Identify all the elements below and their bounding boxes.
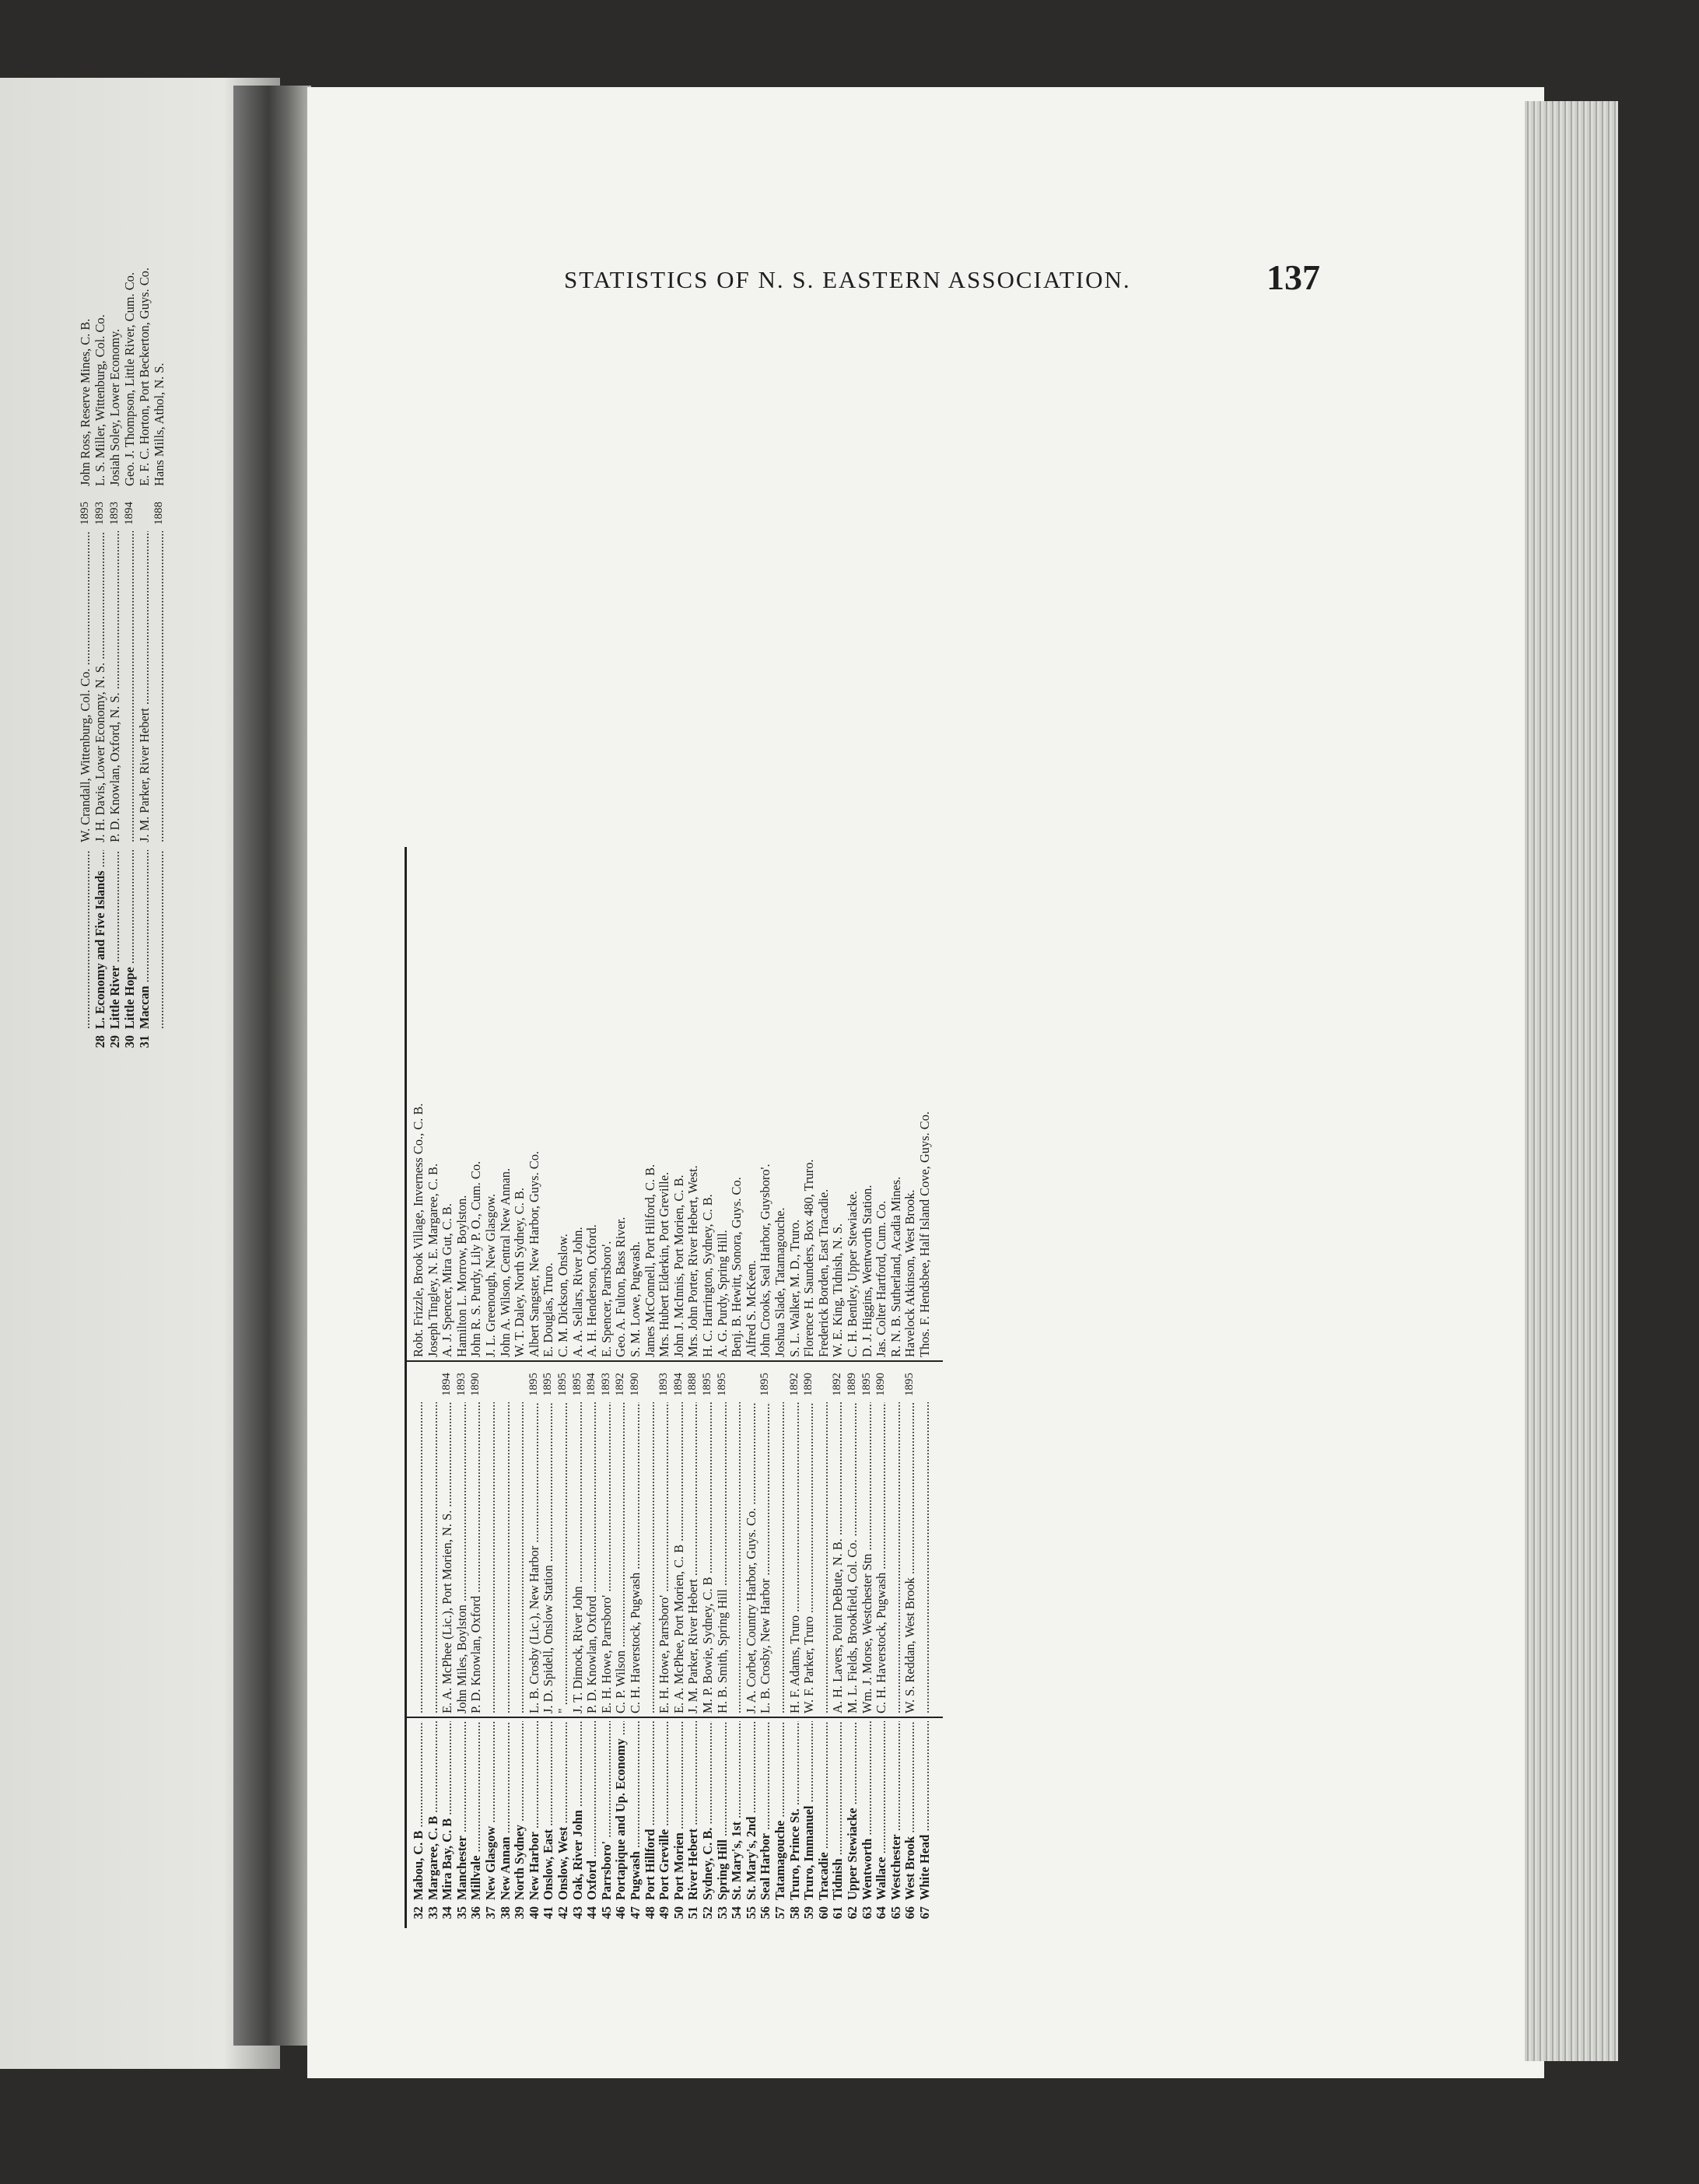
clerk-entry: John Crooks, Seal Harbor, Guysboro'. (758, 1164, 773, 1357)
settled-year: 1895 (701, 1373, 713, 1396)
table-row (744, 852, 758, 1925)
table-row (541, 852, 555, 1925)
church-number: 60 (815, 1906, 831, 1920)
facing-page-table (0, 268, 241, 1054)
church-name: L. Economy and Five Islands ..... (93, 850, 107, 1029)
church-number: 28 (93, 1035, 107, 1048)
church-number: 42 (555, 1906, 570, 1920)
pastor-entry: J. T. Dimock, River John ..... (570, 1402, 585, 1713)
settled-year: 1893 (599, 1373, 612, 1396)
clerk-entry: E. Spencer, Parrsboro'. (598, 1241, 614, 1357)
pastor-entry (729, 1402, 744, 1713)
pastor-entry (426, 1402, 440, 1713)
church-name: Maccan ..... (137, 850, 152, 1029)
church-number: 44 (584, 1906, 600, 1920)
clerk-entry: A. H. Henderson, Oxford. (584, 1224, 600, 1357)
pastor-entry: P. D. Knowlan, Oxford ..... (584, 1402, 599, 1713)
settled-year: 1895 (570, 1373, 583, 1396)
pastor-entry (512, 1402, 527, 1713)
church-number: 31 (137, 1035, 152, 1048)
church-name: Tidnish ..... (830, 1721, 845, 1900)
pastor-entry: E. A. McPhee (Lic.), Port Morien, N. S. ..... (440, 1402, 454, 1713)
church-number: 35 (454, 1906, 469, 1920)
church-name: West Brook ..... (902, 1721, 917, 1900)
table-row (122, 78, 137, 1054)
table-row (888, 852, 903, 1925)
table-row (599, 852, 614, 1925)
pastor-entry: C. H. Haverstock, Pugwash ..... (628, 1402, 643, 1713)
church-number: 38 (497, 1906, 513, 1920)
clerk-entry: Mrs. John Porter, River Hebert, West. (685, 1165, 701, 1357)
table-row (816, 852, 831, 1925)
table-row (801, 852, 816, 1925)
pastor-entry: P. D. Knowlan, Oxford, N. S. ..... (107, 531, 122, 842)
clerk-entry: Hans Mills, Athol, N. S. (152, 362, 166, 486)
pastor-entry (483, 1402, 498, 1713)
table-row (902, 852, 917, 1925)
church-number: 43 (569, 1906, 585, 1920)
pastor-entry: M. P. Bowie, Sydney, C. B ..... (700, 1402, 715, 1713)
clerk-entry: C. H. Bentley, Upper Stewiacke. (845, 1191, 860, 1357)
settled-year: 1890 (874, 1373, 888, 1396)
clerk-entry: Hamilton L. Morrow, Boylston. (454, 1195, 469, 1357)
church-name: St. Mary's, 2nd ..... (744, 1721, 758, 1900)
pastor-entry: A. H. Lavers, Point DeBute, N. B. ..... (830, 1402, 845, 1713)
book-gutter (233, 86, 311, 2046)
church-number: 36 (468, 1906, 484, 1920)
church-number: 29 (107, 1035, 122, 1048)
church-number: 56 (758, 1906, 773, 1920)
church-name: Little Hope ..... (122, 850, 137, 1029)
clerk-entry: Jas. Colter Hartford, Cum. Co. (874, 1200, 889, 1357)
church-number: 41 (541, 1906, 556, 1920)
clerk-entry: Robt. Frizzle, Brook Village, Inverness Co., C. B. (411, 1103, 426, 1357)
settled-year: 1895 (903, 1373, 916, 1396)
settled-year: 1893 (93, 502, 106, 525)
church-number: 48 (642, 1906, 657, 1920)
table-row (454, 852, 469, 1925)
pastor-entry: E. H. Howe, Parrsboro' ..... (657, 1402, 671, 1713)
table-row (152, 78, 166, 1054)
church-number: 51 (685, 1906, 701, 1920)
pastor-entry: J. A. Corbet, Country Harbor, Guys. Co. ..... (744, 1402, 758, 1713)
clerk-entry: E. Douglas, Truro. (541, 1262, 556, 1357)
settled-year: 1894 (440, 1373, 454, 1396)
table-row (628, 852, 643, 1925)
clerk-entry: W. E. King, Tidnish, N. S. (830, 1223, 846, 1357)
pastor-entry: E. A. McPhee, Port Morien, C. B ..... (671, 1402, 686, 1713)
church-name: Little River ..... (107, 850, 122, 1029)
church-name: Pugwash ..... (628, 1721, 643, 1900)
church-number: 52 (700, 1906, 715, 1920)
pastor-entry: L. B. Crosby (Lic.), New Harbor ..... (527, 1402, 541, 1713)
clerk-entry: L. S. Miller, Wittenburg, Col. Co. (93, 314, 107, 486)
settled-year: 1895 (541, 1373, 555, 1396)
settled-year: 1895 (715, 1373, 728, 1396)
table-row (584, 852, 599, 1925)
pastor-entry (122, 531, 137, 842)
pastor-entry (411, 1402, 426, 1713)
pastor-entry: W. Crandall, Wittenburg, Col. Co. ..... (78, 531, 93, 842)
church-number: 66 (902, 1906, 918, 1920)
table-row (643, 852, 657, 1925)
church-name: Upper Stewiacke ..... (845, 1721, 860, 1900)
church-name: Oak, River John ..... (570, 1721, 585, 1900)
settled-year: 1890 (802, 1373, 815, 1396)
table-row (787, 852, 802, 1925)
church-number: 58 (786, 1906, 802, 1920)
settled-year: 1890 (629, 1373, 641, 1396)
clerk-entry: S. L. Walker, M. D., Truro. (786, 1219, 802, 1357)
table-row (685, 852, 700, 1925)
church-number: 32 (411, 1906, 426, 1920)
pastor-entry: C. P. Wilson ..... (613, 1402, 628, 1713)
table-row (93, 78, 107, 1054)
table-row (483, 852, 498, 1925)
settled-year: 1892 (614, 1373, 627, 1396)
table-row (917, 852, 932, 1925)
church-number: 64 (874, 1906, 889, 1920)
clerk-entry: John R. S. Purdy, Lily P. O., Cum. Co. (468, 1160, 484, 1357)
church-number: 47 (628, 1906, 643, 1920)
clerk-entry: Mrs. Hubert Elderkin, Port Greville. (657, 1171, 672, 1357)
church-name: Spring Hill ..... (715, 1721, 730, 1900)
table-row (860, 852, 874, 1925)
pastor-entry: W. S. Reddan, West Brook ..... (902, 1402, 917, 1713)
table-row (845, 852, 860, 1925)
settled-year: 1895 (860, 1373, 873, 1396)
page-header: STATISTICS OF N. S. EASTERN ASSOCIATION. (564, 266, 1131, 293)
church-number: 45 (598, 1906, 614, 1920)
pastor-entry: W. F. Parker, Truro ..... (801, 1402, 816, 1713)
pastor-entry (772, 1402, 787, 1713)
church-name: White Head ..... (917, 1721, 932, 1900)
settled-year: 1893 (108, 502, 121, 525)
church-number: 62 (845, 1906, 860, 1920)
church-number: 50 (671, 1906, 686, 1920)
table-row (830, 852, 845, 1925)
pastor-entry (917, 1402, 932, 1713)
settled-year: 1895 (79, 502, 91, 525)
table-row (137, 78, 152, 1054)
church-number: 49 (657, 1906, 672, 1920)
settled-year: 1890 (469, 1373, 482, 1396)
pastor-entry: J. M. Parker, River Hebert ..... (137, 531, 152, 842)
church-number: 63 (859, 1906, 874, 1920)
clerk-entry: Thos. F. Hendsbee, Half Island Cove, Guys. Co. (917, 1111, 932, 1357)
church-name: Port Greville ..... (657, 1721, 671, 1900)
church-name (152, 850, 166, 1029)
table-row (758, 852, 772, 1925)
church-number: 55 (743, 1906, 758, 1920)
clerk-entry: D. J. Higgins, Wentworth Station. (859, 1185, 874, 1357)
settled-year: 1894 (123, 502, 135, 525)
pastor-entry: P. D. Knowlan, Oxford ..... (468, 1402, 483, 1713)
clerk-entry: James McConnell, Port Hilford, C. B. (642, 1164, 657, 1357)
clerk-entry: W. T. Daley, North Sydney, C. B. (512, 1188, 527, 1357)
table-row (527, 852, 541, 1925)
church-name: Oxford ..... (584, 1721, 599, 1900)
table-row (426, 852, 440, 1925)
clerk-entry: Benj. B. Hewitt, Sonora, Guys. Co. (729, 1177, 744, 1357)
clerk-entry: Frederick Borden, East Tracadie. (815, 1188, 831, 1357)
church-name: Port Hillford ..... (643, 1721, 657, 1900)
church-name: Truro, Prince St. ..... (787, 1721, 802, 1900)
table-row (468, 852, 483, 1925)
church-name: Seal Harbor ..... (758, 1721, 772, 1900)
church-number: 39 (512, 1906, 527, 1920)
table-row (555, 852, 570, 1925)
church-name: Parrsboro' ..... (599, 1721, 614, 1900)
pastor-entry (888, 1402, 903, 1713)
table-row (772, 852, 787, 1925)
church-name: New Annan ..... (498, 1721, 513, 1900)
pastor-entry: L. B. Crosby, New Harbor ..... (758, 1402, 772, 1713)
table-row (657, 852, 671, 1925)
church-name: Millvale ..... (468, 1721, 483, 1900)
church-name: New Glasgow ..... (483, 1721, 498, 1900)
church-number: 61 (830, 1906, 846, 1920)
pastor-entry (643, 1402, 657, 1713)
pastor-entry: " ..... (555, 1402, 570, 1713)
settled-year: 1894 (671, 1373, 685, 1396)
table-row (498, 852, 513, 1925)
church-name: Tracadie ..... (816, 1721, 831, 1900)
church-number: 59 (801, 1906, 817, 1920)
clerk-entry: Albert Sangster, New Harbor, Guys. Co. (526, 1151, 541, 1357)
pastor-entry (498, 1402, 513, 1713)
church-number: 54 (729, 1906, 744, 1920)
settled-year: 1892 (831, 1373, 844, 1396)
table-top-rule (405, 847, 407, 1928)
pastor-entry (816, 1402, 831, 1713)
clerk-entry: Geo. J. Thompson, Little River, Cum. Co. (122, 272, 137, 486)
church-name: Onslow, West ..... (555, 1721, 570, 1900)
church-name: Sydney, C. B. ..... (700, 1721, 715, 1900)
table-row (411, 852, 426, 1925)
settled-year: 1895 (556, 1373, 569, 1396)
table-row (874, 852, 888, 1925)
church-name: Mabou, C. B ..... (411, 1721, 426, 1900)
clerk-entry: E. F. C. Horton, Port Beckerton, Guys. Co. (137, 268, 152, 486)
church-name: Port Morien ..... (671, 1721, 686, 1900)
church-name: River Hebert ..... (685, 1721, 700, 1900)
pastor-entry: H. F. Adams, Truro ..... (787, 1402, 802, 1713)
pastor-entry: J. M. Parker, River Hebert ..... (685, 1402, 700, 1713)
settled-year: 1895 (758, 1373, 772, 1396)
clerk-entry: Havelock Atkinson, West Brook. (902, 1189, 918, 1357)
clerk-entry: Alfred S. McKeen. (743, 1260, 758, 1357)
church-number: 65 (888, 1906, 903, 1920)
church-number: 67 (917, 1906, 932, 1920)
church-number: 37 (483, 1906, 498, 1920)
clerk-entry: A. G. Purdy, Spring Hill. (714, 1230, 730, 1357)
church-name: New Harbor ..... (527, 1721, 541, 1900)
church-name (78, 850, 93, 1029)
clerk-entry: Florence H. Saunders, Box 480, Truro. (801, 1159, 817, 1357)
table-row (715, 852, 730, 1925)
church-name: Tatamagouche ..... (772, 1721, 787, 1900)
settled-year: 1894 (585, 1373, 598, 1396)
church-name: Wentworth ..... (860, 1721, 874, 1900)
table-row (78, 78, 93, 1054)
table-row (671, 852, 686, 1925)
table-row (700, 852, 715, 1925)
church-number: 46 (613, 1906, 629, 1920)
table-row (512, 852, 527, 1925)
page-edges (1525, 101, 1618, 2061)
church-number: 30 (122, 1035, 137, 1048)
clerk-entry: Josiah Soley, Lower Economy. (107, 328, 122, 486)
statistics-table (405, 1103, 932, 1925)
pastor-entry: J. D. Spidell, Onslow Station ..... (541, 1402, 555, 1713)
table-row (570, 852, 585, 1925)
pastor-entry: M. L. Fields, Brookfield, Col. Co. ..... (845, 1402, 860, 1713)
pastor-entry: John Miles, Boylston ..... (454, 1402, 469, 1713)
pastor-entry: E. H. Howe, Parrsboro' ..... (599, 1402, 614, 1713)
page-number: 137 (1266, 257, 1320, 297)
settled-year: 1888 (686, 1373, 699, 1396)
table-row (613, 852, 628, 1925)
church-name: Onslow, East ..... (541, 1721, 555, 1900)
church-number: 34 (440, 1906, 455, 1920)
clerk-entry: John Ross, Reserve Mines, C. B. (78, 318, 93, 486)
table-row (729, 852, 744, 1925)
church-name: Mira Bay, C. B ..... (440, 1721, 454, 1900)
settled-year: 1889 (846, 1373, 858, 1396)
pastor-entry: C. H. Haverstock, Pugwash ..... (874, 1402, 888, 1713)
settled-year: 1895 (527, 1373, 540, 1396)
clerk-entry: H. C. Harrington, Sydney, C. B. (700, 1194, 715, 1357)
church-name: Wallace ..... (874, 1721, 888, 1900)
church-number: 53 (714, 1906, 730, 1920)
pastor-entry: Wm. J. Morse, Westchester Stn ..... (860, 1402, 874, 1713)
clerk-entry: Joseph Tingley, N. E. Margaree, C. B. (425, 1163, 440, 1357)
clerk-entry: Geo. A. Fulton, Bass River. (613, 1216, 629, 1357)
settled-year: 1893 (657, 1373, 671, 1396)
church-number: 33 (425, 1906, 440, 1920)
church-number: 40 (526, 1906, 541, 1920)
church-name: Portapique and Up. Economy ..... (613, 1721, 628, 1900)
clerk-entry: J. L. Greenough, New Glasgow. (483, 1193, 498, 1357)
pastor-entry: J. H. Davis, Lower Economy, N. S. ..... (93, 531, 107, 842)
clerk-entry: A. A. Sellars, River John. (569, 1227, 585, 1357)
settled-year: 1888 (152, 502, 165, 525)
settled-year: 1892 (787, 1373, 800, 1396)
clerk-entry: Joshua Slade, Tatamagouche. (772, 1207, 787, 1357)
clerk-entry: R. N. B. Sutherland, Acadia Mines. (888, 1176, 903, 1357)
church-name: North Sydney ..... (512, 1721, 527, 1900)
church-name: St. Mary's, 1st ..... (729, 1721, 744, 1900)
clerk-entry: John A. Wilson, Central New Annan. (497, 1167, 513, 1357)
clerk-entry: C. M. Dickson, Onslow. (555, 1234, 570, 1357)
church-name: Westchester ..... (888, 1721, 903, 1900)
church-number: 57 (772, 1906, 787, 1920)
church-name: Margaree, C. B ..... (426, 1721, 440, 1900)
clerk-entry: John J. McInnis, Port Morien, C. B. (671, 1174, 686, 1357)
pastor-entry: H. B. Smith, Spring Hill ..... (715, 1402, 730, 1713)
table-row (440, 852, 454, 1925)
settled-year: 1893 (454, 1373, 468, 1396)
clerk-entry: A. J. Spencer, Mira Gut, C. B. (440, 1203, 455, 1357)
church-name: Manchester ..... (454, 1721, 469, 1900)
table-row (107, 78, 122, 1054)
church-name: Truro, Immanuel ..... (801, 1721, 816, 1900)
clerk-entry: S. M. Lowe, Pugwash. (628, 1241, 643, 1357)
pastor-entry (152, 531, 166, 842)
